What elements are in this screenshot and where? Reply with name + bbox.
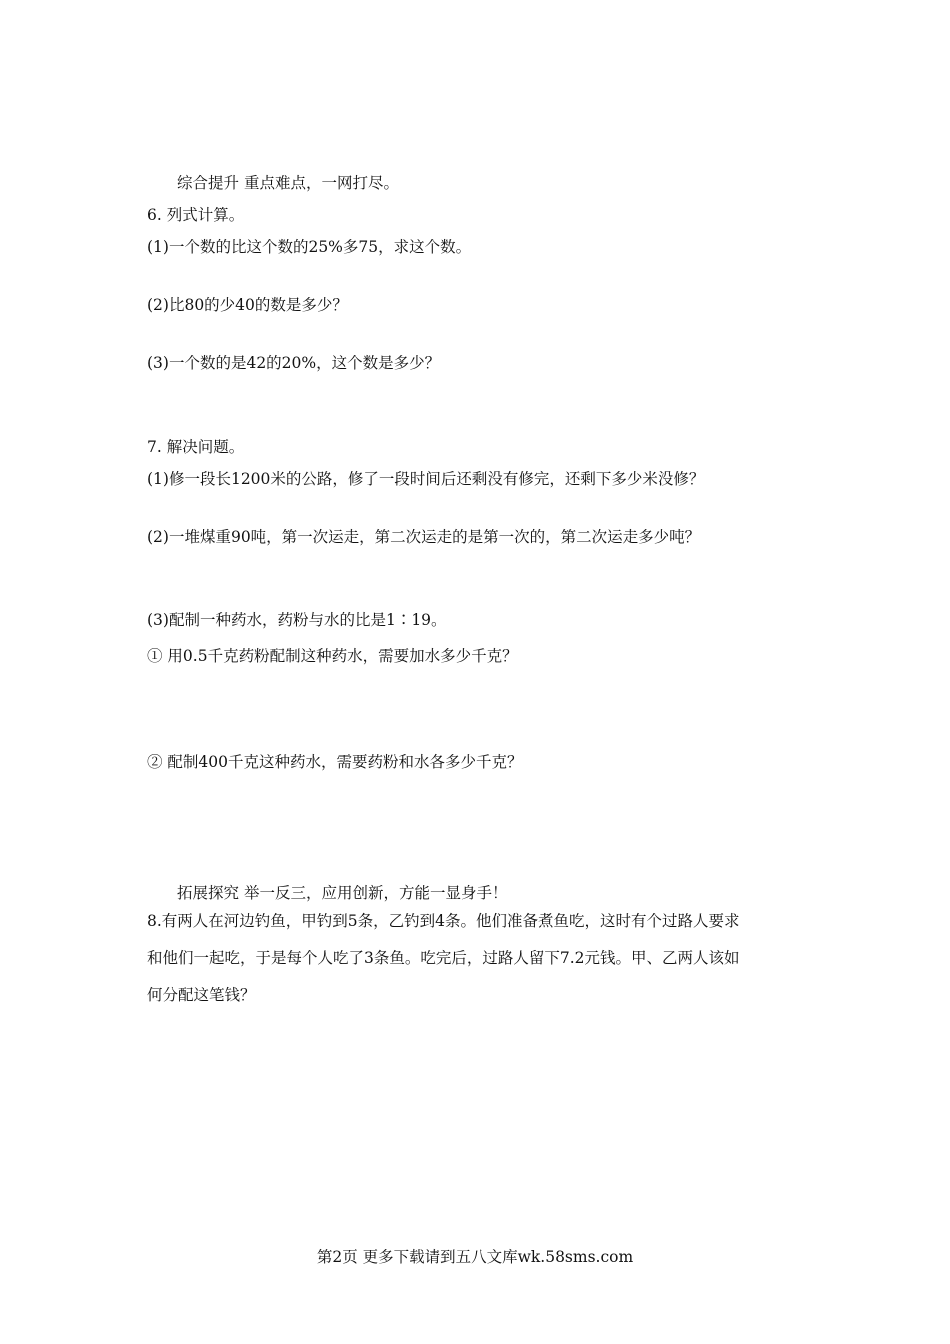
question-6-item-2: (2)比80的少40的数是多少？ <box>147 296 348 314</box>
question-7-item-2: (2)一堆煤重90吨，第一次运走，第二次运走的是第一次的，第二次运走多少吨？ <box>147 528 701 546</box>
question-8-line-1: 8.有两人在河边钓鱼，甲钓到5条，乙钓到4条。他们准备煮鱼吃，这时有个过路人要求 <box>147 912 740 930</box>
question-6-title: 6. 列式计算。 <box>147 206 245 224</box>
question-7-title: 7. 解决问题。 <box>147 438 245 456</box>
section-tagline: 举一反三，应用创新，方能一显身手！ <box>239 884 508 902</box>
section-heading: 综合提升 <box>177 174 240 192</box>
page-footer: 第2页 更多下载请到五八文库wk.58sms.com <box>316 1248 634 1266</box>
question-7-item-3: (3)配制一种药水，药粉与水的比是1∶19。 <box>147 611 447 629</box>
question-7-subitem-1: ① 用0.5千克药粉配制这种药水，需要加水多少千克？ <box>147 647 518 665</box>
question-6-item-1: (1)一个数的比这个数的25%多75，求这个数。 <box>147 238 472 256</box>
question-8-line-3: 何分配这笔钱？ <box>147 986 256 1004</box>
question-8-line-2: 和他们一起吃，于是每个人吃了3条鱼。吃完后，过路人留下7.2元钱。甲、乙两人该如 <box>147 949 740 967</box>
section-comprehensive-header <box>177 173 399 193</box>
question-7-item-1: (1)修一段长1200米的公路，修了一段时间后还剩没有修完，还剩下多少米没修？ <box>147 470 705 488</box>
section-heading: 拓展探究 <box>177 884 240 902</box>
question-6-item-3: (3)一个数的是42的20%，这个数是多少？ <box>147 354 441 372</box>
question-7-subitem-2: ② 配制400千克这种药水，需要药粉和水各多少千克？ <box>147 753 523 771</box>
section-extension-header <box>177 883 507 903</box>
section-tagline: 重点难点，一网打尽。 <box>239 174 399 192</box>
